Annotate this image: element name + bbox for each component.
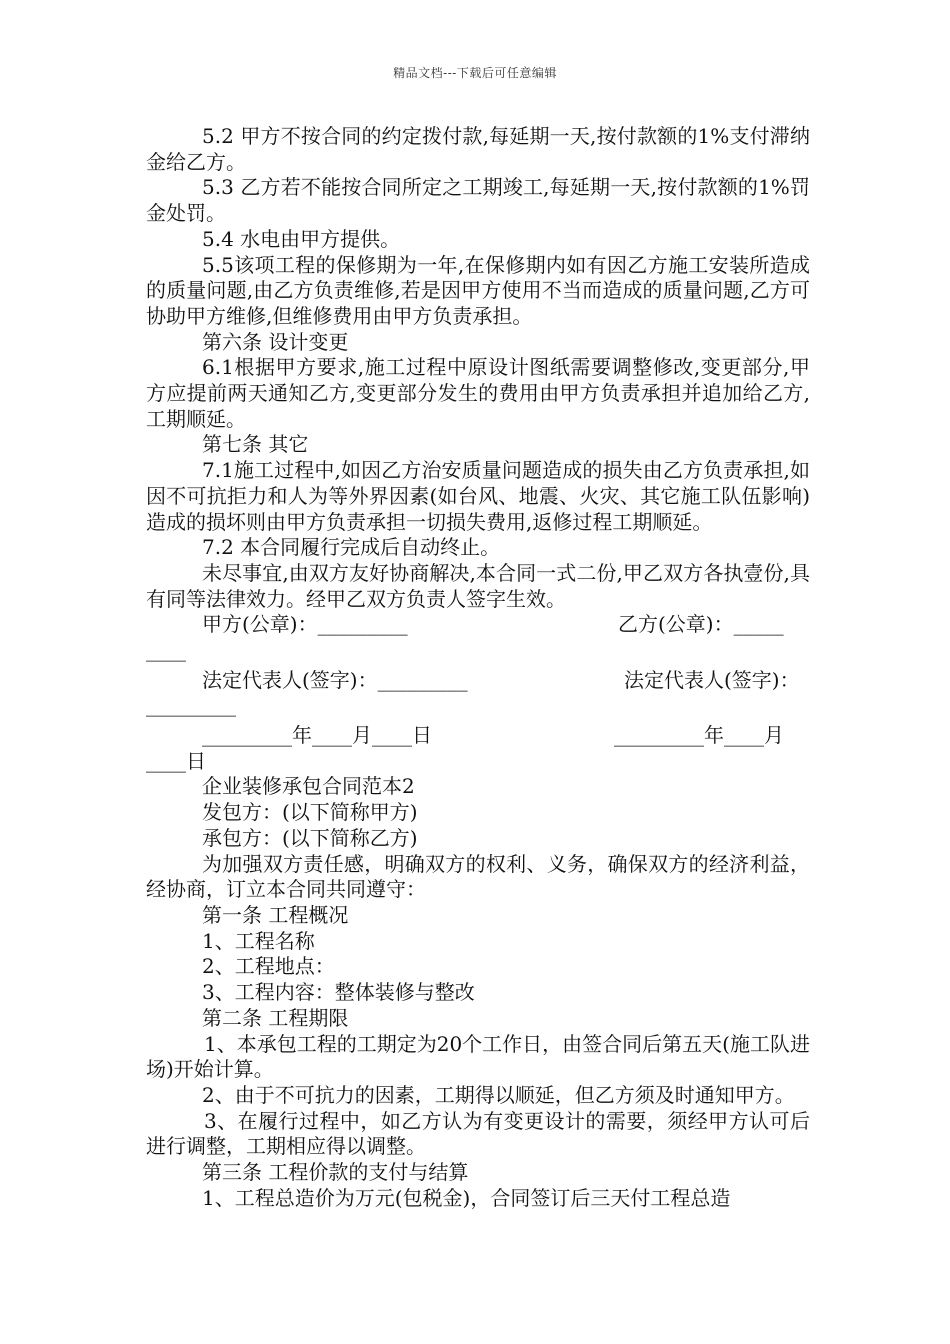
clause-6-1: 6.1根据甲方要求,施工过程中原设计图纸需要调整修改,变更部分,甲方应提前两天通知乙方,变更部分发生的费用由甲方负责承担并追加给乙方,工期顺延。 — [146, 355, 810, 431]
term-clause-2: 2、由于不可抗力的因素，工期得以顺延，但乙方须及时通知甲方。 — [202, 1082, 795, 1107]
date-row — [146, 723, 810, 749]
clause-7-2: 7.2 本合同履行完成后自动终止。 — [202, 535, 501, 560]
clause-5-3: 5.3 乙方若不能按合同所定之工期竣工,每延期一天,按付款额的1%罚金处罚。 — [146, 175, 810, 226]
article-6-heading: 第六条 设计变更 — [202, 329, 349, 354]
seal-row — [146, 612, 810, 638]
representative-row — [146, 668, 810, 694]
contracting-party: 发包方：(以下简称甲方) — [202, 800, 418, 825]
payment-clause-1: 1、工程总造价为万元(包税金)，合同签订后三天付工程总造 — [202, 1185, 731, 1210]
preamble: 为加强双方责任感，明确双方的权利、义务，确保双方的经济利益，经协商，订立本合同共同遵守： — [146, 851, 810, 902]
party-a-date: _________年____月____日 — [202, 723, 432, 748]
article-2-heading: 第二条 工程期限 — [202, 1005, 349, 1030]
article-7-heading: 第七条 其它 — [202, 432, 309, 457]
clause-5-4: 5.4 水电由甲方提供。 — [202, 226, 401, 251]
closing-paragraph: 未尽事宜,由双方友好协商解决,本合同一式二份,甲乙双方各执壹份,具有同等法律效力。经甲乙双方负责人签字生效。 — [146, 560, 810, 611]
project-content: 3、工程内容：整体装修与整改 — [202, 980, 475, 1005]
clause-5-5: 5.5该项工程的保修期为一年,在保修期内如有因乙方施工安装所造成的质量问题,由乙方负责维修,若是因甲方使用不当而造成的质量问题,乙方可协助甲方维修,但维修费用由甲方负责承担。 — [146, 252, 810, 328]
contractor-party: 承包方：(以下简称乙方) — [202, 825, 418, 850]
term-clause-3: 3、在履行过程中，如乙方认为有变更设计的需要，须经甲方认可后进行调整，工期相应得以调整。 — [146, 1108, 810, 1159]
project-location: 2、工程地点： — [202, 954, 335, 979]
party-b-representative: 法定代表人(签字)： — [624, 667, 800, 692]
document-body — [146, 124, 810, 1211]
party-b-date: _________年____月 — [614, 723, 784, 748]
article-1-heading: 第一条 工程概况 — [202, 903, 349, 927]
page-header: 精品文档---下载后可任意编辑 — [393, 66, 557, 80]
clause-5-2: 5.2 甲方不按合同的约定拨付款,每延期一天,按付款额的1%支付滞纳金给乙方。 — [146, 124, 810, 174]
party-a-seal: 甲方(公章)：_________ — [202, 612, 408, 637]
project-name: 1、工程名称 — [202, 928, 315, 953]
article-3-heading: 第三条 工程价款的支付与结算 — [202, 1160, 469, 1185]
party-b-seal-wrap: ____ — [146, 638, 186, 663]
term-clause-1: 1、本承包工程的工期定为20个工作日，由签合同后第五天(施工队进场)开始计算。 — [146, 1031, 810, 1082]
party-b-representative-wrap: _________ — [146, 693, 236, 718]
party-b-date-wrap: ____日 — [146, 748, 206, 773]
clause-7-1: 7.1施工过程中,如因乙方治安质量问题造成的损失由乙方负责承担,如因不可抗拒力和人为等外界因素(如台风、地震、火灾、其它施工队伍影响)造成的损坏则由甲方负责承担一切损失费用,返修过程工期顺延。 — [146, 458, 810, 534]
party-b-seal: 乙方(公章)：_____ — [618, 612, 784, 637]
contract-title-2: 企业装修承包合同范本2 — [202, 774, 415, 799]
party-a-representative: 法定代表人(签字)：_________ — [202, 667, 468, 692]
